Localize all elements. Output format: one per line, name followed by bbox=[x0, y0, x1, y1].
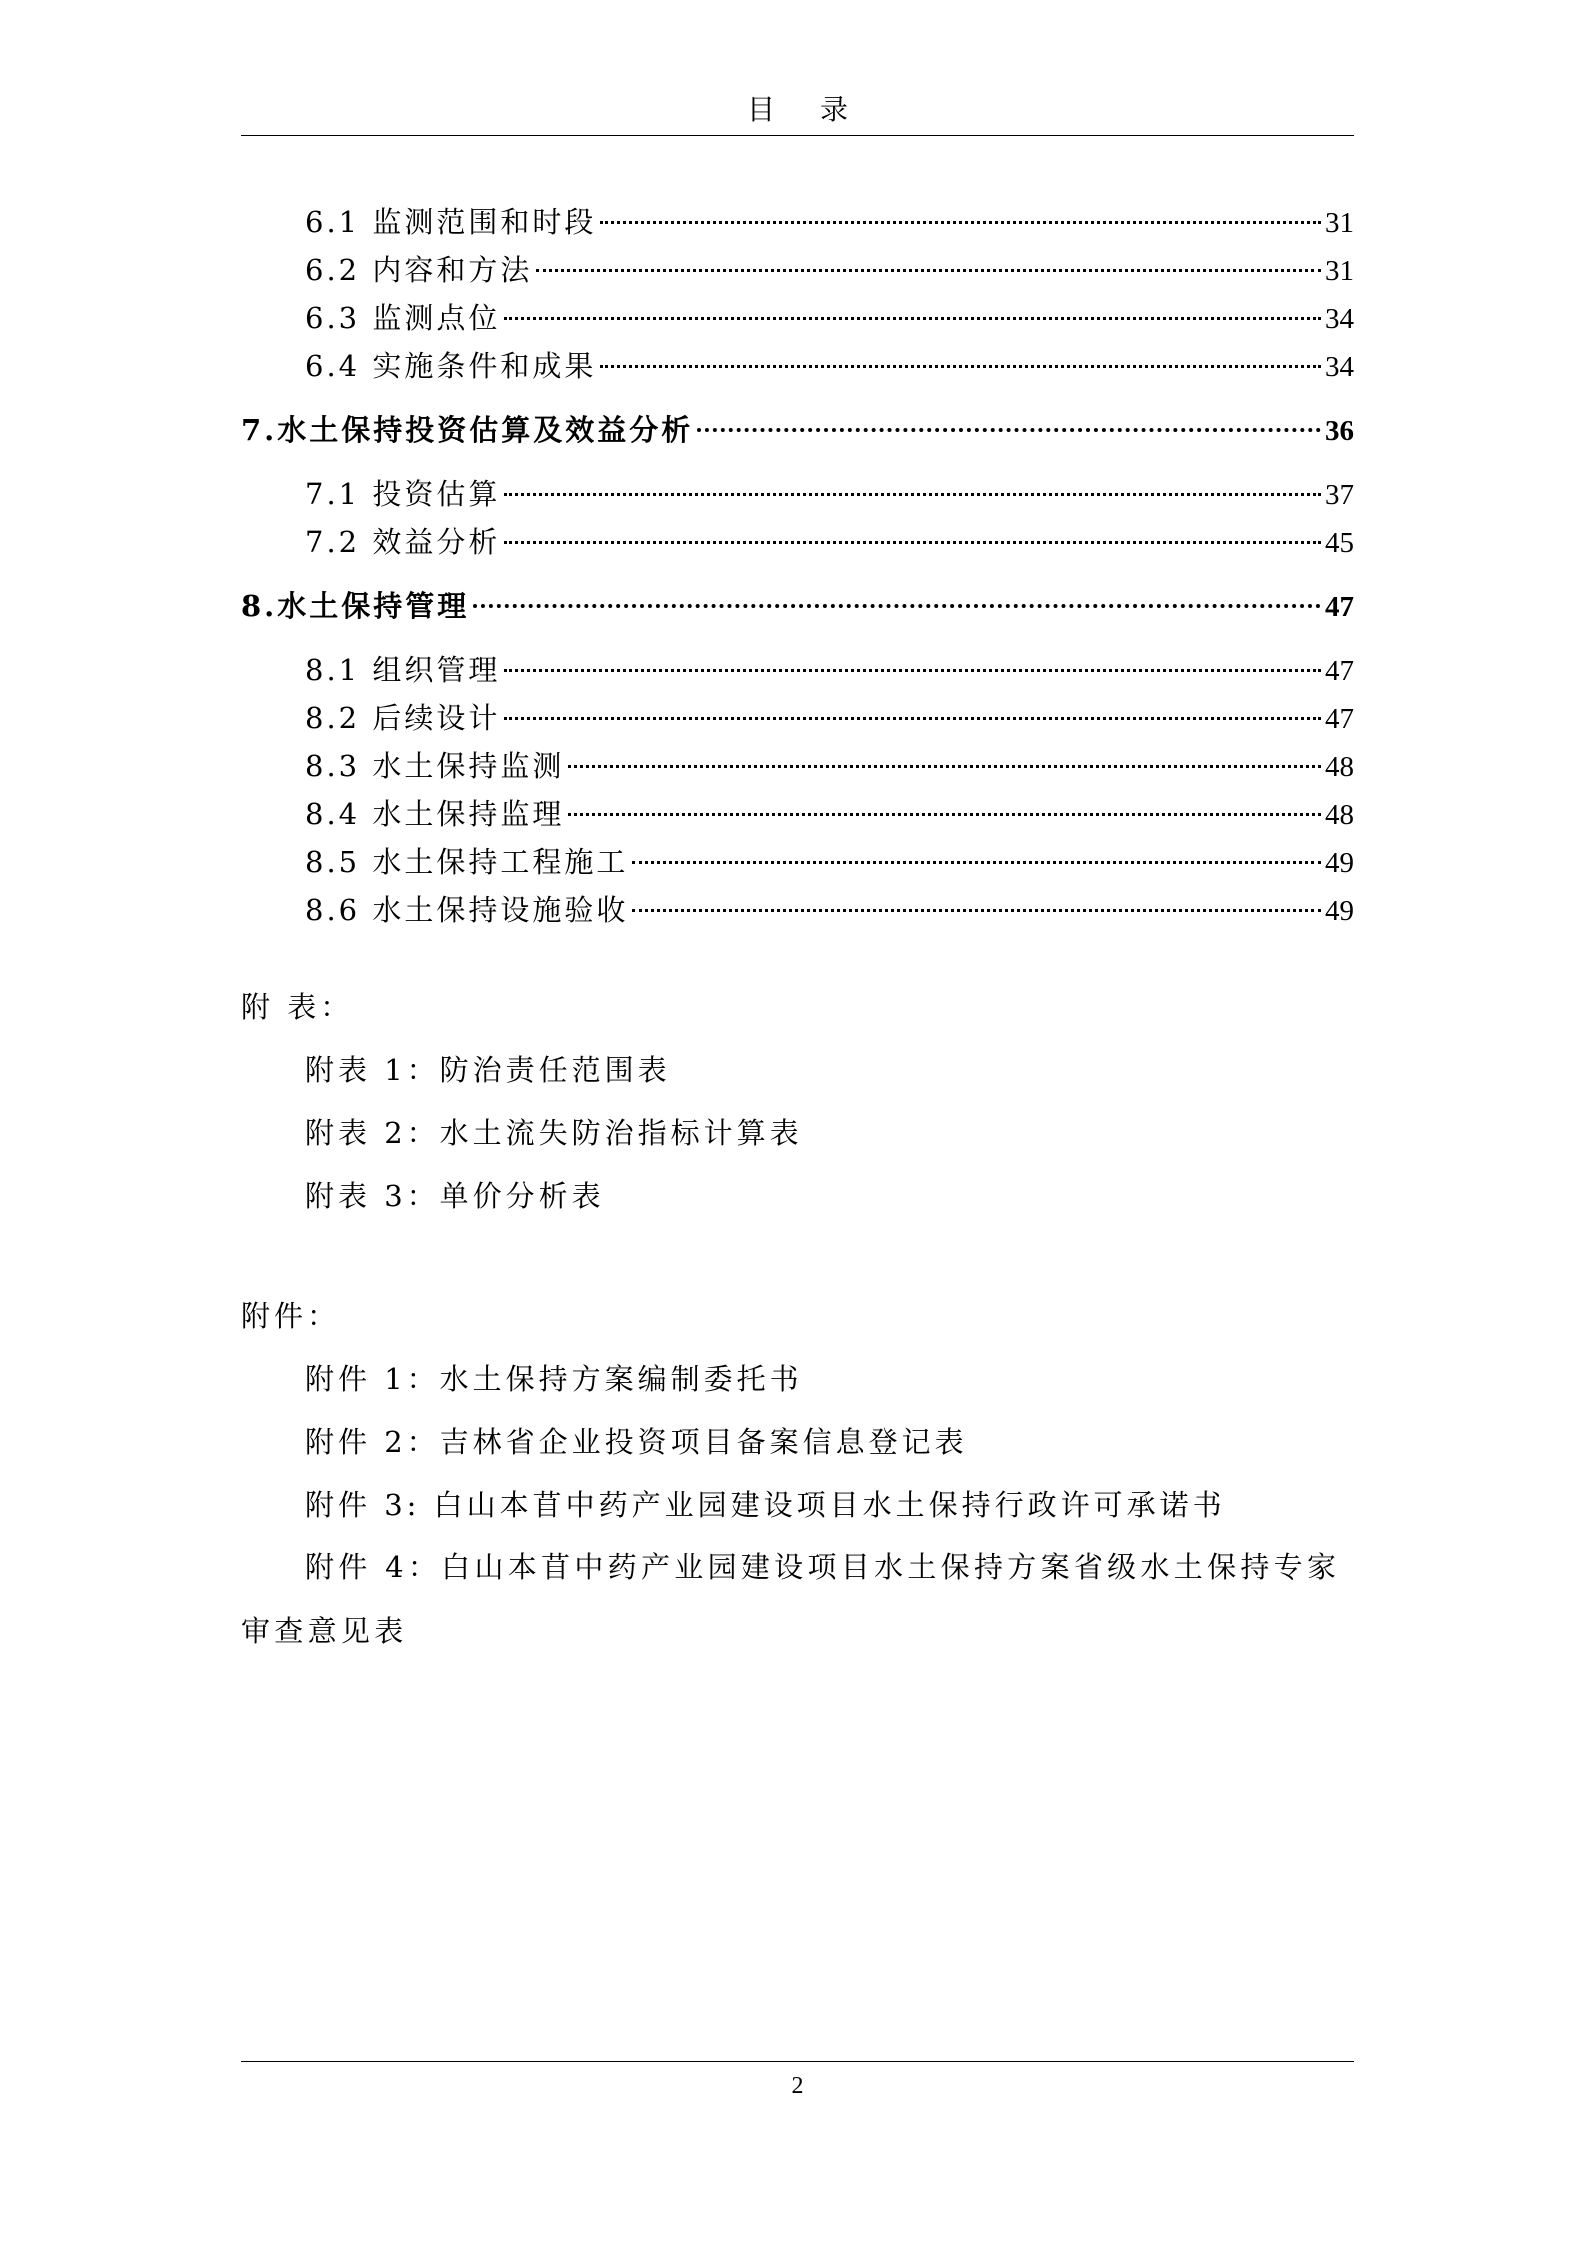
toc-page-number: 47 bbox=[1325, 655, 1354, 687]
toc-page-number: 34 bbox=[1325, 303, 1354, 335]
toc-entry[interactable] bbox=[305, 246, 1354, 294]
toc-page-number: 45 bbox=[1325, 527, 1354, 559]
toc-label: 8.水土保持管理 bbox=[241, 589, 470, 623]
toc-leader bbox=[568, 765, 1321, 768]
toc-entry[interactable] bbox=[305, 742, 1354, 790]
toc-label: 6.2 内容和方法 bbox=[305, 253, 533, 287]
toc-leader bbox=[473, 604, 1321, 608]
page-footer bbox=[241, 2061, 1354, 2106]
toc-entry[interactable] bbox=[305, 694, 1354, 742]
toc-entry[interactable] bbox=[305, 342, 1354, 390]
toc-leader bbox=[600, 365, 1321, 368]
toc-label: 8.2 后续设计 bbox=[305, 701, 501, 735]
toc-label: 7.水土保持投资估算及效益分析 bbox=[241, 413, 694, 447]
toc-entry[interactable] bbox=[305, 518, 1354, 566]
toc-leader bbox=[504, 541, 1321, 544]
toc-entry[interactable] bbox=[305, 470, 1354, 518]
page-header bbox=[241, 90, 1354, 136]
toc-label: 6.1 监测范围和时段 bbox=[305, 205, 597, 239]
toc-leader bbox=[632, 909, 1321, 912]
toc-chapter-entry[interactable] bbox=[241, 406, 1354, 454]
attachments-title: 附件： bbox=[241, 1299, 341, 1333]
attached-table-item: 附表 3：单价分析表 bbox=[305, 1179, 605, 1213]
toc-leader bbox=[504, 317, 1321, 320]
attachment-item: 附件 4：白山本苜中药产业园建设项目水土保持方案省级水土保持专家审查意见表 bbox=[241, 1550, 1341, 1648]
toc-leader bbox=[600, 221, 1321, 224]
attached-table-item: 附表 1：防治责任范围表 bbox=[305, 1053, 671, 1087]
attached-tables-title: 附 表： bbox=[241, 990, 354, 1024]
toc-label: 7.2 效益分析 bbox=[305, 525, 501, 559]
toc-label: 8.5 水土保持工程施工 bbox=[305, 845, 629, 879]
toc-page-number: 49 bbox=[1325, 847, 1354, 879]
toc-leader bbox=[536, 269, 1321, 272]
toc-page-number: 48 bbox=[1325, 751, 1354, 783]
toc-entry[interactable] bbox=[305, 790, 1354, 838]
toc-leader bbox=[504, 669, 1321, 672]
toc-label: 8.3 水土保持监测 bbox=[305, 749, 565, 783]
header-title: 目 录 bbox=[747, 93, 866, 126]
toc-entry[interactable] bbox=[305, 886, 1354, 934]
toc-label: 8.4 水土保持监理 bbox=[305, 797, 565, 831]
toc-entry[interactable] bbox=[305, 294, 1354, 342]
toc-page-number: 47 bbox=[1325, 703, 1354, 735]
toc-leader bbox=[568, 813, 1321, 816]
page-number: 2 bbox=[791, 2073, 804, 2099]
toc-label: 6.4 实施条件和成果 bbox=[305, 349, 597, 383]
toc-label: 8.6 水土保持设施验收 bbox=[305, 893, 629, 927]
toc-label: 6.3 监测点位 bbox=[305, 301, 501, 335]
toc-chapter-entry[interactable] bbox=[241, 582, 1354, 630]
toc-page-number: 31 bbox=[1325, 255, 1354, 287]
toc-page-number: 37 bbox=[1325, 479, 1354, 511]
toc-entry[interactable] bbox=[305, 198, 1354, 246]
toc-page-number: 34 bbox=[1325, 351, 1354, 383]
attached-table-item: 附表 2：水土流失防治指标计算表 bbox=[305, 1116, 803, 1150]
toc-leader bbox=[504, 493, 1321, 496]
toc-label: 8.1 组织管理 bbox=[305, 653, 501, 687]
toc-page-number: 49 bbox=[1325, 895, 1354, 927]
attachment-item: 附件 3: 白山本苜中药产业园建设项目水土保持行政许可承诺书 bbox=[305, 1488, 1226, 1522]
attachment-item: 附件 2：吉林省企业投资项目备案信息登记表 bbox=[305, 1425, 968, 1459]
toc-leader bbox=[632, 861, 1321, 864]
toc-leader bbox=[504, 717, 1321, 720]
toc-entry[interactable] bbox=[305, 646, 1354, 694]
toc-page-number: 36 bbox=[1325, 415, 1354, 447]
toc-label: 7.1 投资估算 bbox=[305, 477, 501, 511]
toc-page-number: 47 bbox=[1325, 591, 1354, 623]
toc-leader bbox=[697, 428, 1321, 432]
toc-page-number: 48 bbox=[1325, 799, 1354, 831]
toc-page-number: 31 bbox=[1325, 207, 1354, 239]
attachment-item: 附件 1：水土保持方案编制委托书 bbox=[305, 1362, 803, 1396]
toc-entry[interactable] bbox=[305, 838, 1354, 886]
